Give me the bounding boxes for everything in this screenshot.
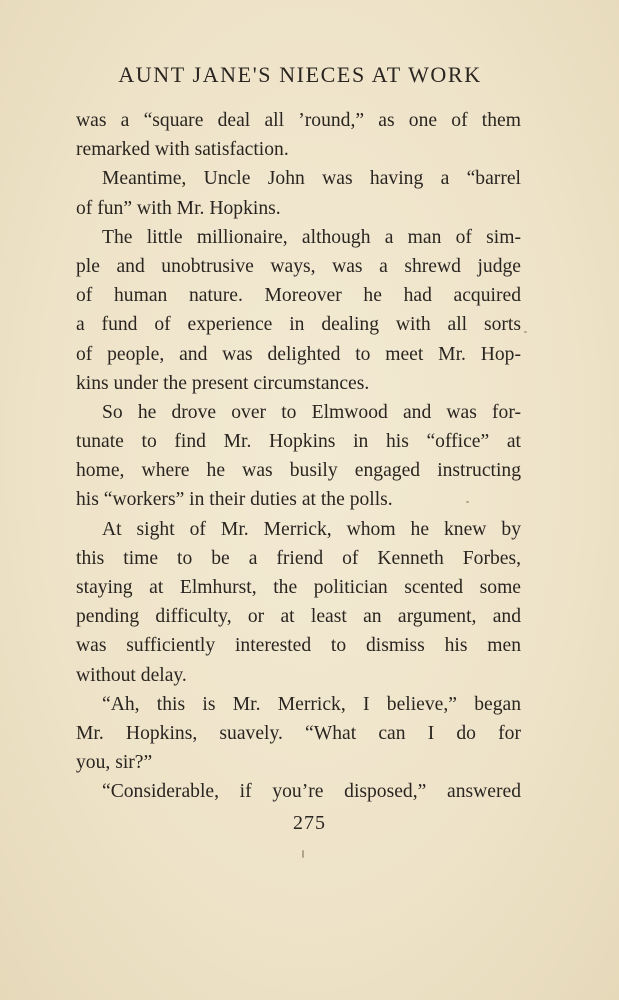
text-line: of people, and was delighted to meet Mr. Hop- bbox=[76, 343, 521, 365]
paper-speck bbox=[302, 850, 304, 858]
paper-speck bbox=[466, 501, 469, 503]
text-line: this time to be a friend of Kenneth Forbes, bbox=[76, 547, 521, 569]
text-line: of human nature. Moreover he had acquired bbox=[76, 285, 521, 307]
text-line: was a “square deal all ’round,” as one of them bbox=[76, 110, 521, 131]
text-line: At sight of Mr. Merrick, whom he knew by bbox=[102, 518, 521, 540]
text-line: Mr. Hopkins, suavely. “What can I do for bbox=[76, 722, 521, 744]
text-line: his “workers” in their duties at the polls. bbox=[76, 489, 393, 511]
body-text bbox=[76, 106, 521, 807]
text-line: ple and unobtrusive ways, was a shrewd judge bbox=[76, 255, 521, 277]
paper-speck bbox=[524, 331, 527, 333]
text-line: The little millionaire, although a man of sim- bbox=[102, 226, 521, 248]
text-line: home, where he was busily engaged instructing bbox=[76, 460, 521, 482]
text-line: Meantime, Uncle John was having a “barrel bbox=[102, 168, 521, 190]
text-line: “Considerable, if you’re disposed,” answered bbox=[102, 781, 521, 803]
text-line: tunate to find Mr. Hopkins in his “office” at bbox=[76, 431, 521, 453]
page-number: 275 bbox=[293, 812, 326, 834]
text-line: without delay. bbox=[76, 664, 187, 686]
text-line: of fun” with Mr. Hopkins. bbox=[76, 197, 281, 219]
text-line: pending difficulty, or at least an argument, and bbox=[76, 606, 521, 628]
text-line: So he drove over to Elmwood and was for- bbox=[102, 401, 521, 423]
text-line: kins under the present circumstances. bbox=[76, 372, 370, 394]
text-line: a fund of experience in dealing with all sorts bbox=[76, 314, 521, 336]
text-line: you, sir?” bbox=[76, 752, 153, 774]
text-line: “Ah, this is Mr. Merrick, I believe,” began bbox=[102, 693, 521, 715]
text-line: was sufficiently interested to dismiss his men bbox=[76, 635, 521, 657]
text-line: staying at Elmhurst, the politician scented some bbox=[76, 577, 521, 598]
running-head: AUNT JANE'S NIECES AT WORK bbox=[118, 62, 482, 87]
text-line: remarked with satisfaction. bbox=[76, 139, 289, 161]
